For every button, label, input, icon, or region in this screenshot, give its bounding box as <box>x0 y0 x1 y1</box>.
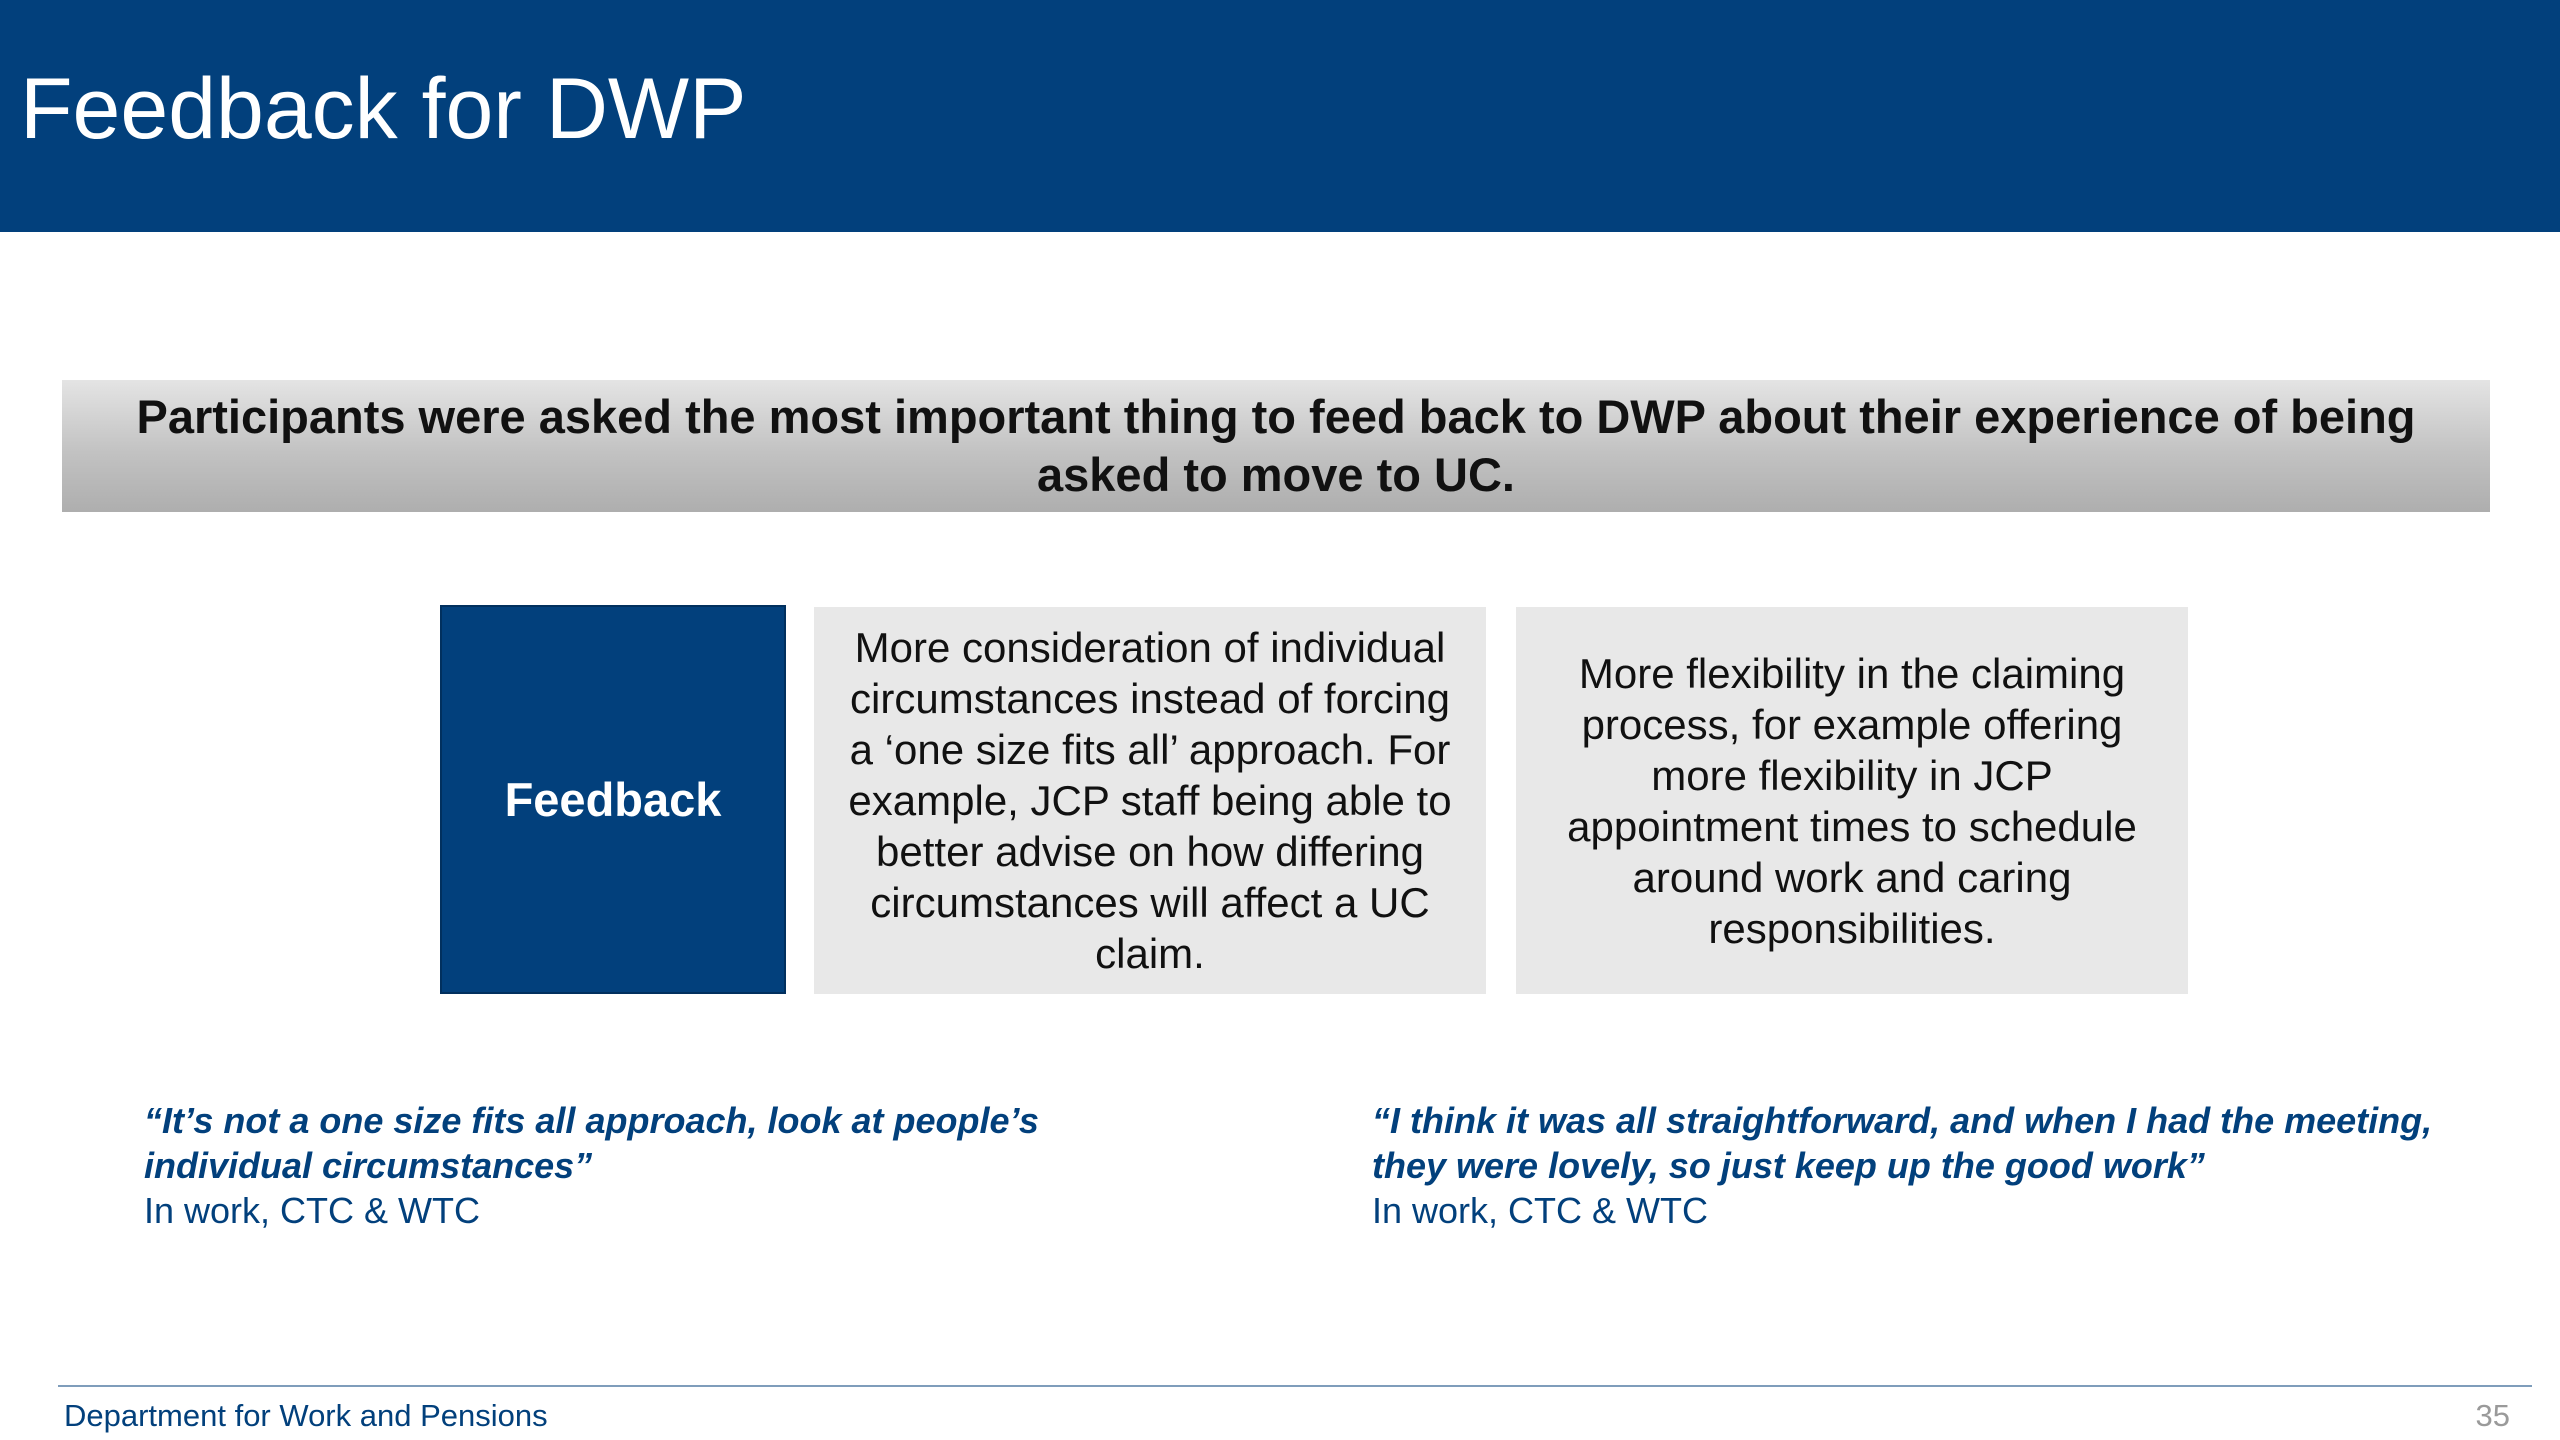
participant-quote <box>144 1098 1144 1233</box>
title-bar <box>0 0 2560 232</box>
feedback-label-box <box>440 605 786 994</box>
feedback-label: Feedback <box>504 773 722 826</box>
quote-text: “It’s not a one size fits all approach, look at people’s individual circumstances” <box>144 1100 1039 1186</box>
feedback-card-text: More flexibility in the claiming process, for example offering more flexibility in JCP appointment times to schedule around work and caring responsibilities. <box>1567 649 2137 952</box>
footer-organisation: Department for Work and Pensions <box>64 1398 548 1433</box>
feedback-card <box>814 607 1486 994</box>
feedback-card-text: More consideration of individual circumstances instead of forcing a ‘one size fits all’ approach. For example, JCP staff being able to better advise on how differing circumstances will affect a UC claim. <box>848 624 1452 977</box>
question-text: Participants were asked the most important thing to feed back to DWP about their experience of being asked to move to UC. <box>136 390 2416 501</box>
quote-source: In work, CTC & WTC <box>1372 1190 1709 1231</box>
quote-text: “I think it was all straightforward, and when I had the meeting, they were lovely, so just keep up the good work” <box>1372 1100 2433 1186</box>
quote-source: In work, CTC & WTC <box>144 1190 481 1231</box>
feedback-card <box>1516 607 2188 994</box>
participant-quote <box>1372 1098 2472 1233</box>
question-banner <box>62 380 2490 512</box>
page-number: 35 <box>2475 1398 2510 1433</box>
footer-divider <box>58 1385 2532 1387</box>
slide-title: Feedback for DWP <box>20 61 747 157</box>
